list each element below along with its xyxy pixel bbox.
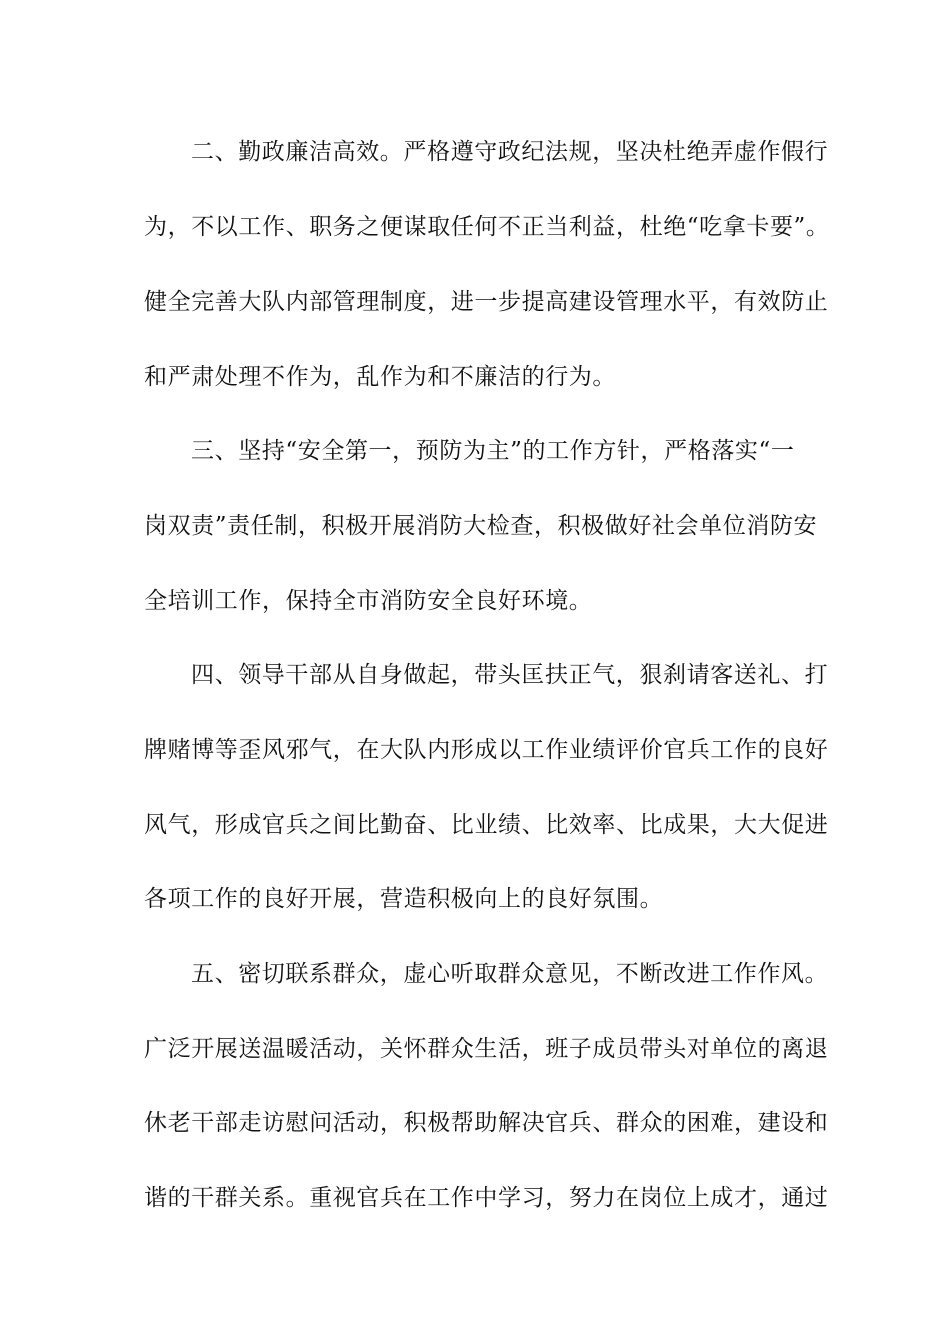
- paragraph-2-line-3: 健全完善大队内部管理制度，进一步提高建设管理水平，有效防止: [144, 289, 829, 315]
- paragraph-3-line-2: 岗双责”责任制，积极开展消防大检查，积极做好社会单位消防安: [144, 513, 818, 539]
- paragraph-2-line-4: 和严肃处理不作为，乱作为和不廉洁的行为。: [144, 364, 616, 390]
- paragraph-4-line-2: 牌赌博等歪风邪气，在大队内形成以工作业绩评价官兵工作的良好: [144, 737, 829, 763]
- paragraph-4-line-1: 四、领导干部从自身做起，带头匡扶正气，狠刹请客送礼、打: [191, 662, 829, 688]
- paragraph-2-line-2: 为，不以工作、职务之便谋取任何不正当利益，杜绝“吃拿卡要”。: [144, 214, 830, 240]
- paragraph-3-line-3: 全培训工作，保持全市消防安全良好环境。: [144, 588, 593, 614]
- paragraph-2-line-1: 二、勤政廉洁高效。严格遵守政纪法规，坚决杜绝弄虚作假行: [191, 139, 829, 165]
- paragraph-5-line-3: 休老干部走访慰问活动，积极帮助解决官兵、群众的困难，建设和: [144, 1110, 829, 1136]
- paragraph-3-line-1: 三、坚持“安全第一，预防为主”的工作方针，严格落实“一: [191, 438, 795, 464]
- paragraph-4-line-4: 各项工作的良好开展，营造积极向上的良好氛围。: [144, 886, 664, 912]
- paragraph-5-line-2: 广泛开展送温暖活动，关怀群众生活，班子成员带头对单位的离退: [144, 1036, 829, 1062]
- paragraph-4-line-3: 风气，形成官兵之间比勤奋、比业绩、比效率、比成果，大大促进: [144, 812, 829, 838]
- paragraph-5-line-1: 五、密切联系群众，虚心听取群众意见，不断改进工作作风。: [191, 961, 829, 987]
- paragraph-5-line-4: 谐的干群关系。重视官兵在工作中学习，努力在岗位上成才，通过: [144, 1185, 829, 1211]
